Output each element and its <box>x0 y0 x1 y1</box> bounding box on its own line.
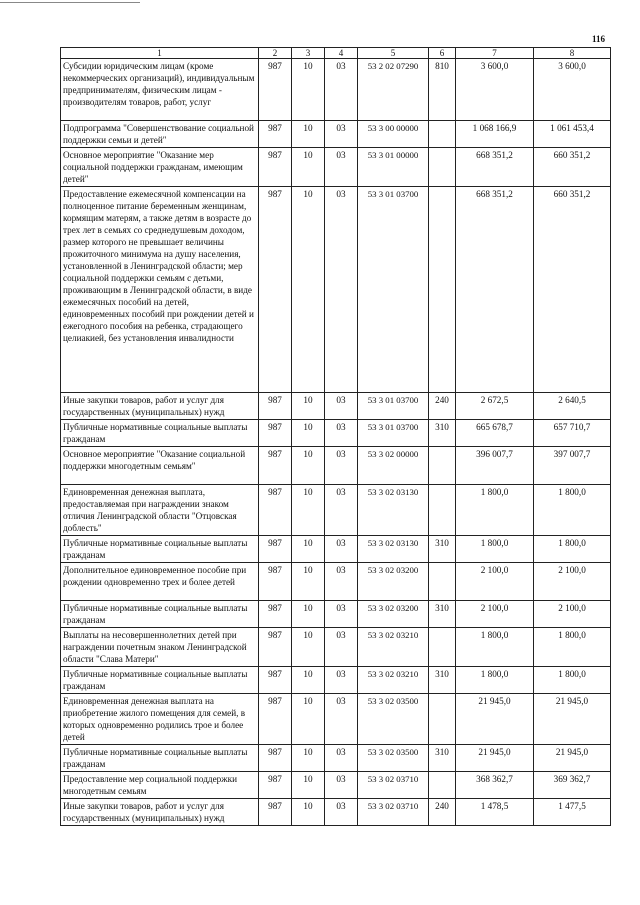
expense-type-cell <box>429 772 456 799</box>
row-name-cell: Единовременная денежная выплата на приобретение жилого помещения для семей, в которых одновременно родились трое и более детей <box>61 694 259 745</box>
amount-year2-cell: 397 007,7 <box>534 447 611 485</box>
section-code-cell: 10 <box>292 485 325 536</box>
target-article-cell: 53 3 02 03710 <box>358 772 429 799</box>
table-row <box>61 59 611 121</box>
amount-year1-cell: 3 600,0 <box>456 59 534 121</box>
target-article-cell: 53 3 01 03700 <box>358 420 429 447</box>
subsection-code-cell: 03 <box>325 799 358 826</box>
expense-type-cell: 810 <box>429 59 456 121</box>
section-code-cell: 10 <box>292 563 325 601</box>
amount-year2-cell: 660 351,2 <box>534 148 611 187</box>
chapter-code-cell: 987 <box>259 694 292 745</box>
section-code-cell: 10 <box>292 694 325 745</box>
column-header: 7 <box>456 48 534 59</box>
chapter-code-cell: 987 <box>259 393 292 420</box>
target-article-cell: 53 3 02 03210 <box>358 628 429 667</box>
subsection-code-cell: 03 <box>325 628 358 667</box>
expense-type-cell: 310 <box>429 536 456 563</box>
subsection-code-cell: 03 <box>325 745 358 772</box>
section-code-cell: 10 <box>292 393 325 420</box>
table-row <box>61 447 611 485</box>
target-article-cell: 53 3 02 00000 <box>358 447 429 485</box>
chapter-code-cell: 987 <box>259 59 292 121</box>
table-row <box>61 601 611 628</box>
subsection-code-cell: 03 <box>325 148 358 187</box>
subsection-code-cell: 03 <box>325 536 358 563</box>
section-code-cell: 10 <box>292 187 325 393</box>
target-article-cell: 53 3 01 03700 <box>358 187 429 393</box>
header-row <box>61 48 611 59</box>
amount-year1-cell: 21 945,0 <box>456 745 534 772</box>
section-code-cell: 10 <box>292 121 325 148</box>
amount-year2-cell: 1 061 453,4 <box>534 121 611 148</box>
subsection-code-cell: 03 <box>325 393 358 420</box>
amount-year2-cell: 2 100,0 <box>534 563 611 601</box>
subsection-code-cell: 03 <box>325 485 358 536</box>
target-article-cell: 53 2 02 07290 <box>358 59 429 121</box>
target-article-cell: 53 3 02 03210 <box>358 667 429 694</box>
expense-type-cell <box>429 628 456 667</box>
amount-year2-cell: 660 351,2 <box>534 187 611 393</box>
expense-type-cell: 240 <box>429 799 456 826</box>
row-name-cell: Единовременная денежная выплата, предоставляемая при награждении знаком отличия Ленинградской области "Отцовская доблесть" <box>61 485 259 536</box>
amount-year2-cell: 21 945,0 <box>534 694 611 745</box>
section-code-cell: 10 <box>292 772 325 799</box>
amount-year2-cell: 2 640,5 <box>534 393 611 420</box>
amount-year1-cell: 665 678,7 <box>456 420 534 447</box>
table-row <box>61 485 611 536</box>
section-code-cell: 10 <box>292 536 325 563</box>
section-code-cell: 10 <box>292 447 325 485</box>
target-article-cell: 53 3 02 03500 <box>358 694 429 745</box>
table-row <box>61 393 611 420</box>
chapter-code-cell: 987 <box>259 628 292 667</box>
chapter-code-cell: 987 <box>259 772 292 799</box>
row-name-cell: Предоставление мер социальной поддержки многодетным семьям <box>61 772 259 799</box>
amount-year1-cell: 1 478,5 <box>456 799 534 826</box>
amount-year1-cell: 396 007,7 <box>456 447 534 485</box>
chapter-code-cell: 987 <box>259 148 292 187</box>
amount-year1-cell: 1 800,0 <box>456 667 534 694</box>
row-name-cell: Публичные нормативные социальные выплаты гражданам <box>61 601 259 628</box>
table-row <box>61 187 611 393</box>
expense-type-cell <box>429 694 456 745</box>
column-header: 6 <box>429 48 456 59</box>
amount-year1-cell: 368 362,7 <box>456 772 534 799</box>
budget-table <box>60 47 611 826</box>
amount-year1-cell: 1 800,0 <box>456 536 534 563</box>
chapter-code-cell: 987 <box>259 601 292 628</box>
row-name-cell: Дополнительное единовременное пособие при рождении одновременно трех и более детей <box>61 563 259 601</box>
amount-year2-cell: 1 477,5 <box>534 799 611 826</box>
amount-year2-cell: 369 362,7 <box>534 772 611 799</box>
row-name-cell: Публичные нормативные социальные выплаты гражданам <box>61 536 259 563</box>
section-code-cell: 10 <box>292 745 325 772</box>
chapter-code-cell: 987 <box>259 745 292 772</box>
amount-year1-cell: 1 068 166,9 <box>456 121 534 148</box>
section-code-cell: 10 <box>292 148 325 187</box>
table-row <box>61 148 611 187</box>
row-name-cell: Иные закупки товаров, работ и услуг для государственных (муниципальных) нужд <box>61 799 259 826</box>
chapter-code-cell: 987 <box>259 187 292 393</box>
expense-type-cell <box>429 148 456 187</box>
subsection-code-cell: 03 <box>325 667 358 694</box>
row-name-cell: Субсидии юридическим лицам (кроме некоммерческих организаций), индивидуальным предпринимателям, физическим лицам - производителям товаров, работ, услуг <box>61 59 259 121</box>
amount-year1-cell: 668 351,2 <box>456 148 534 187</box>
column-header: 8 <box>534 48 611 59</box>
column-header: 3 <box>292 48 325 59</box>
row-name-cell: Публичные нормативные социальные выплаты гражданам <box>61 745 259 772</box>
row-name-cell: Иные закупки товаров, работ и услуг для государственных (муниципальных) нужд <box>61 393 259 420</box>
target-article-cell: 53 3 02 03130 <box>358 485 429 536</box>
section-code-cell: 10 <box>292 799 325 826</box>
chapter-code-cell: 987 <box>259 420 292 447</box>
amount-year1-cell: 21 945,0 <box>456 694 534 745</box>
expense-type-cell <box>429 485 456 536</box>
table-row <box>61 121 611 148</box>
table-row <box>61 420 611 447</box>
subsection-code-cell: 03 <box>325 772 358 799</box>
row-name-cell: Публичные нормативные социальные выплаты гражданам <box>61 420 259 447</box>
section-code-cell: 10 <box>292 420 325 447</box>
amount-year1-cell: 2 672,5 <box>456 393 534 420</box>
amount-year2-cell: 1 800,0 <box>534 536 611 563</box>
scan-edge-line <box>0 2 140 3</box>
row-name-cell: Публичные нормативные социальные выплаты гражданам <box>61 667 259 694</box>
subsection-code-cell: 03 <box>325 563 358 601</box>
section-code-cell: 10 <box>292 628 325 667</box>
target-article-cell: 53 3 01 03700 <box>358 393 429 420</box>
expense-type-cell: 310 <box>429 667 456 694</box>
row-name-cell: Предоставление ежемесячной компенсации на полноценное питание беременным женщинам, кормящим матерям, а также детям в возрасте до трех лет в семьях со среднедушевым доходом, размер которого не превышает величины прожиточного минимума на душу населения, установленной в Ленинградской области; мер социальной поддержки семьям с детьми, проживающим в Ленинградской области, в виде ежемесячных пособий на детей, единовременных пособий при рождении детей и ежегодного пособия на ребенка, страдающего целиакией, без установления инвалидности <box>61 187 259 393</box>
chapter-code-cell: 987 <box>259 447 292 485</box>
subsection-code-cell: 03 <box>325 187 358 393</box>
chapter-code-cell: 987 <box>259 121 292 148</box>
target-article-cell: 53 3 00 00000 <box>358 121 429 148</box>
expense-type-cell: 240 <box>429 393 456 420</box>
amount-year1-cell: 668 351,2 <box>456 187 534 393</box>
target-article-cell: 53 3 02 03710 <box>358 799 429 826</box>
subsection-code-cell: 03 <box>325 694 358 745</box>
amount-year1-cell: 2 100,0 <box>456 601 534 628</box>
amount-year2-cell: 3 600,0 <box>534 59 611 121</box>
amount-year2-cell: 2 100,0 <box>534 601 611 628</box>
section-code-cell: 10 <box>292 59 325 121</box>
expense-type-cell <box>429 447 456 485</box>
target-article-cell: 53 3 01 00000 <box>358 148 429 187</box>
table-row <box>61 694 611 745</box>
page-number: 116 <box>592 34 606 44</box>
table-row <box>61 536 611 563</box>
table-row <box>61 563 611 601</box>
chapter-code-cell: 987 <box>259 536 292 563</box>
column-header: 1 <box>61 48 259 59</box>
expense-type-cell <box>429 563 456 601</box>
subsection-code-cell: 03 <box>325 447 358 485</box>
expense-type-cell <box>429 187 456 393</box>
subsection-code-cell: 03 <box>325 420 358 447</box>
target-article-cell: 53 3 02 03500 <box>358 745 429 772</box>
amount-year2-cell: 657 710,7 <box>534 420 611 447</box>
table-row <box>61 628 611 667</box>
table-row <box>61 772 611 799</box>
subsection-code-cell: 03 <box>325 121 358 148</box>
table-row <box>61 667 611 694</box>
section-code-cell: 10 <box>292 667 325 694</box>
table-row <box>61 745 611 772</box>
column-header: 5 <box>358 48 429 59</box>
chapter-code-cell: 987 <box>259 485 292 536</box>
chapter-code-cell: 987 <box>259 563 292 601</box>
amount-year2-cell: 1 800,0 <box>534 485 611 536</box>
section-code-cell: 10 <box>292 601 325 628</box>
row-name-cell: Выплаты на несовершеннолетних детей при награждении почетным знаком Ленинградской области "Слава Матери" <box>61 628 259 667</box>
target-article-cell: 53 3 02 03130 <box>358 536 429 563</box>
expense-type-cell: 310 <box>429 420 456 447</box>
amount-year2-cell: 1 800,0 <box>534 667 611 694</box>
expense-type-cell: 310 <box>429 601 456 628</box>
amount-year1-cell: 1 800,0 <box>456 485 534 536</box>
column-header: 2 <box>259 48 292 59</box>
amount-year2-cell: 21 945,0 <box>534 745 611 772</box>
subsection-code-cell: 03 <box>325 59 358 121</box>
amount-year1-cell: 2 100,0 <box>456 563 534 601</box>
expense-type-cell: 310 <box>429 745 456 772</box>
row-name-cell: Основное мероприятие "Оказание социальной поддержки многодетным семьям" <box>61 447 259 485</box>
amount-year1-cell: 1 800,0 <box>456 628 534 667</box>
subsection-code-cell: 03 <box>325 601 358 628</box>
expense-type-cell <box>429 121 456 148</box>
target-article-cell: 53 3 02 03200 <box>358 601 429 628</box>
amount-year2-cell: 1 800,0 <box>534 628 611 667</box>
column-header: 4 <box>325 48 358 59</box>
row-name-cell: Подпрограмма "Совершенствование социальной поддержки семьи и детей" <box>61 121 259 148</box>
row-name-cell: Основное мероприятие "Оказание мер социальной поддержки гражданам, имеющим детей" <box>61 148 259 187</box>
chapter-code-cell: 987 <box>259 799 292 826</box>
chapter-code-cell: 987 <box>259 667 292 694</box>
table-row <box>61 799 611 826</box>
target-article-cell: 53 3 02 03200 <box>358 563 429 601</box>
